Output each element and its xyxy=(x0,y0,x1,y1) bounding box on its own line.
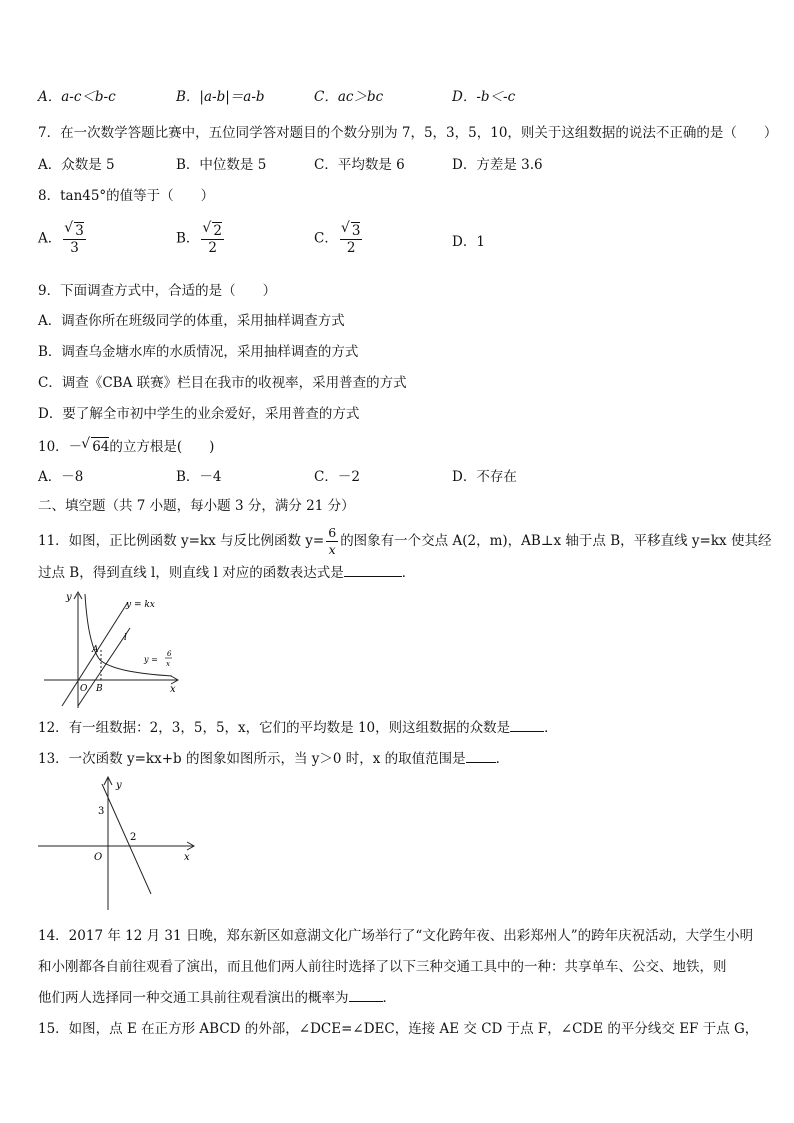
q6-option-d: D．-b＜-c xyxy=(452,89,516,105)
q9-option-d: D．要了解全市初中学生的业余爱好，采用普查的方式 xyxy=(38,406,360,422)
q11-line1: 11．如图，正比例函数 y=kx 与反比例函数 y= $\frac{6}{x}$ 的图象有一个交点 A(2，m)，AB⊥x 轴于点 B，平移直线 y=kx 使其经 xyxy=(38,525,772,557)
q15-stem: 15．如图，点 E 在正方形 ABCD 的外部，∠DCE=∠DEC，连接 AE 交 CD 于点 F，∠CDE 的平分线交 EF 于点 G， xyxy=(38,1021,759,1037)
q13-y-intercept-label: 3 xyxy=(98,806,105,817)
q13-line-kxb xyxy=(102,784,151,894)
q14-line1: 14．2017 年 12 月 31 日晚，郑东新区如意湖文化广场举行了“文化跨年夜、出彩郑州人”的跨年庆祝活动，大学生小明 xyxy=(38,928,754,944)
q6-option-b: B．|a-b|＝a-b xyxy=(176,89,265,105)
q11-kx-label: y = kx xyxy=(126,600,155,610)
q13-origin-label: O xyxy=(94,852,103,863)
q8-option-a: A． √ $\frac{3}{3}$ xyxy=(38,222,88,256)
q7-option-b: B．中位数是 5 xyxy=(176,157,267,173)
q9-option-a: A．调查你所在班级同学的体重，采用抽样调查方式 xyxy=(38,313,345,329)
q11-curve-den: x xyxy=(166,660,170,668)
answer-blank xyxy=(510,719,544,732)
q11-point-a: A xyxy=(92,645,99,655)
q13-x-label: x xyxy=(184,852,190,863)
q11-point-b: B xyxy=(96,684,103,694)
q7-option-a: A．众数是 5 xyxy=(38,157,115,173)
q11-point-o: O xyxy=(80,684,88,694)
q10-option-d: D．不存在 xyxy=(452,469,517,485)
answer-blank xyxy=(349,989,383,1002)
q13-figure xyxy=(36,772,198,912)
q8-option-d: D．1 xyxy=(452,234,485,250)
q12-stem: 12．有一组数据：2，3，5，5，x，它们的平均数是 10，则这组数据的众数是 ． xyxy=(38,720,558,736)
q10-option-a: A．－8 xyxy=(38,469,84,485)
q9-stem: 9．下面调查方式中，合适的是（ ） xyxy=(38,283,277,299)
q13-y-label: y xyxy=(116,780,122,791)
q11-line2: 过点 B，得到直线 l，则直线 l 对应的函数表达式是 ． xyxy=(38,565,416,581)
section-2-heading: 二、填空题（共 7 小题，每小题 3 分，满分 21 分） xyxy=(38,498,355,514)
q7-option-c: C．平均数是 6 xyxy=(314,157,405,173)
q14-line2: 和小刚都各自前往观看了演出，而且他们两人前往时选择了以下三种交通工具中的一种：共享单车、公交、地铁，则 xyxy=(38,959,727,975)
q10-option-b: B．－4 xyxy=(176,469,222,485)
q8-stem: 8．tan45°的值等于（ ） xyxy=(38,188,215,204)
q8-option-c: C． √ $\frac{3}{2}$ xyxy=(314,222,364,256)
q9-option-c: C．调查《CBA 联赛》栏目在我市的收视率，采用普查的方式 xyxy=(38,375,407,391)
q11-l-label: l xyxy=(124,633,127,643)
q6-option-a: A．a-c＜b-c xyxy=(38,89,116,105)
q11-curve-num: 6 xyxy=(167,650,172,658)
q10-option-c: C．－2 xyxy=(314,469,360,485)
q7-option-d: D．方差是 3.6 xyxy=(452,157,543,173)
q14-line3: 他们两人选择同一种交通工具前往观看演出的概率为 ． xyxy=(38,990,396,1006)
answer-blank xyxy=(466,750,496,763)
q11-y-label: y xyxy=(66,592,72,603)
q9-option-b: B．调查乌金塘水库的水质情况，采用抽样调查的方式 xyxy=(38,344,359,360)
q11-curve-label: y = xyxy=(144,655,158,664)
q11-figure xyxy=(40,588,185,710)
q6-option-c: C．ac＞bc xyxy=(314,89,384,105)
q8-option-b: B． √ $\frac{2}{2}$ xyxy=(176,222,226,256)
answer-blank xyxy=(344,564,402,577)
q13-stem: 13．一次函数 y=kx+b 的图象如图所示，当 y＞0 时，x 的取值范围是 ． xyxy=(38,751,510,767)
q7-stem: 7．在一次数学答题比赛中，五位同学答对题目的个数分别为 7，5，3，5，10，则关于这组数据的说法不正确的是（ ） xyxy=(38,125,778,141)
q13-x-intercept-label: 2 xyxy=(130,832,137,843)
q10-stem: 10．－√ 64的立方根是( ) xyxy=(38,437,214,456)
q11-x-label: x xyxy=(170,684,176,695)
